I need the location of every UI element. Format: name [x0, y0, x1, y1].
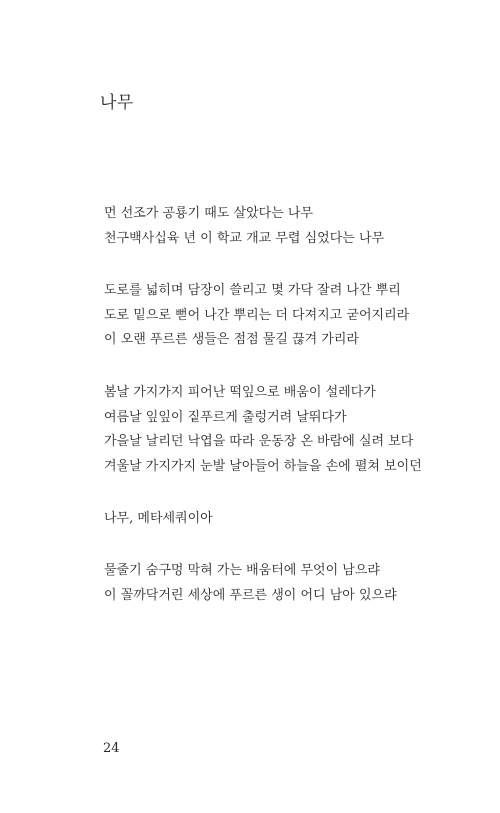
poem-line: 겨울날 가지가지 눈발 날아들어 하늘을 손에 펼쳐 보이던 [104, 458, 422, 474]
poem-line: 이 오랜 푸르른 생들은 점점 물길 끊겨 가리라 [104, 332, 359, 347]
poem-line: 나무, 메타세쿼이아 [104, 511, 213, 526]
stanza-2 [104, 279, 409, 353]
stanza-4 [104, 507, 213, 532]
poem-title: 나무 [100, 93, 134, 113]
poem-line: 이 꼴까닥거린 세상에 푸르른 생이 어디 남아 있으랴 [104, 587, 397, 603]
poem-line: 가을날 날리던 낙엽을 따라 운동장 온 바람에 실려 보다 [104, 434, 414, 449]
page-number: 24 [103, 741, 120, 756]
poem-line: 도로를 넓히며 담장이 쓸리고 몇 가닥 잘려 나간 뿌리 [104, 283, 401, 298]
poem-line: 도로 밑으로 뻗어 나간 뿌리는 더 다져지고 굳어지리라 [104, 307, 410, 323]
stanza-1 [104, 202, 384, 251]
poem-line: 천구백사십육 년 이 학교 개교 무렵 심었다는 나무 [104, 230, 385, 246]
poem-line: 여름날 잎잎이 짙푸르게 출렁거려 날뛰다가 [104, 409, 347, 425]
stanza-5 [104, 559, 397, 608]
poem-line: 먼 선조가 공룡기 때도 살았다는 나무 [104, 206, 314, 221]
poem-line: 봄날 가지가지 피어난 떡잎으로 배움이 설레다가 [104, 385, 376, 400]
poem-line: 물줄기 숨구멍 막혀 가는 배움터에 무엇이 남으랴 [104, 563, 380, 578]
stanza-3 [104, 381, 422, 479]
